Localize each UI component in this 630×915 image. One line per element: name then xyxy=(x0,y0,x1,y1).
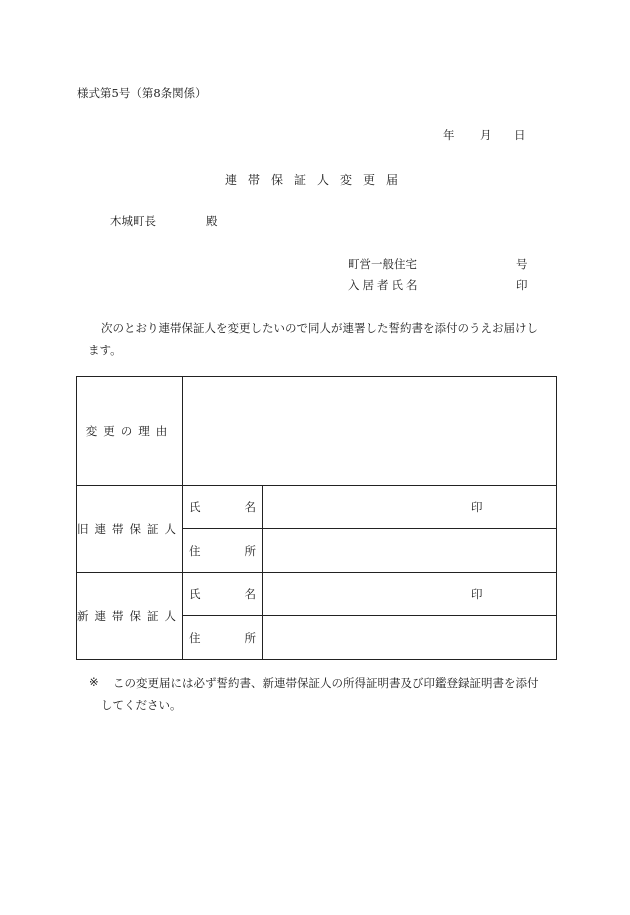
resident-label: 入居者氏名 xyxy=(348,278,421,292)
new-name-label-b: 名 xyxy=(244,587,256,601)
new-guarantor-label: 新連帯保証人 xyxy=(77,573,183,660)
reason-label: 変更の理由 xyxy=(77,377,183,486)
reason-field[interactable] xyxy=(183,377,557,486)
old-name-seal: 印 xyxy=(471,500,483,514)
old-name-label-b: 名 xyxy=(244,500,256,514)
old-guarantor-label: 旧連帯保証人 xyxy=(77,486,183,573)
old-name-label-cell xyxy=(183,486,263,529)
new-address-label-b: 所 xyxy=(244,630,256,645)
old-address-label-a: 住 xyxy=(189,543,201,558)
note-line-2: してください。 xyxy=(101,698,182,712)
new-address-label-cell xyxy=(183,616,263,660)
new-address-field[interactable] xyxy=(263,616,557,660)
note-line-1: この変更届には必ず誓約書、新連帯保証人の所得証明書及び印鑑登録証明書を添付 xyxy=(113,676,539,690)
note-mark: ※ xyxy=(89,675,99,689)
addressee-name: 木城町長 xyxy=(110,214,156,228)
old-address-label-b: 所 xyxy=(244,543,256,558)
old-address-label-cell xyxy=(183,529,263,573)
intro-line-1: 次のとおり連帯保証人を変更したいので同人が連署した誓約書を添付のうえお届けし xyxy=(101,321,538,335)
new-name-field[interactable] xyxy=(263,573,557,616)
new-address-label-a: 住 xyxy=(189,630,201,645)
form-number: 様式第5号（第8条関係） xyxy=(77,86,207,100)
new-name-seal: 印 xyxy=(471,587,483,601)
old-name-field[interactable] xyxy=(263,486,557,529)
old-guarantor-name-row xyxy=(77,486,557,529)
new-name-label-a: 氏 xyxy=(189,587,201,601)
housing-suffix: 号 xyxy=(516,257,528,271)
housing-label: 町営一般住宅 xyxy=(348,257,417,271)
change-form-table xyxy=(76,376,557,660)
new-guarantor-name-row xyxy=(77,573,557,616)
date-day: 日 xyxy=(514,128,526,142)
addressee-honorific: 殿 xyxy=(206,214,218,228)
intro-line-2: ます。 xyxy=(88,343,122,357)
resident-seal: 印 xyxy=(516,278,528,292)
date-month: 月 xyxy=(480,128,492,142)
document-title: 連帯保証人変更届 xyxy=(225,173,410,187)
old-name-label-a: 氏 xyxy=(189,500,201,514)
reason-row xyxy=(77,377,557,486)
new-name-label-cell xyxy=(183,573,263,616)
date-year: 年 xyxy=(443,128,455,142)
old-address-field[interactable] xyxy=(263,529,557,573)
